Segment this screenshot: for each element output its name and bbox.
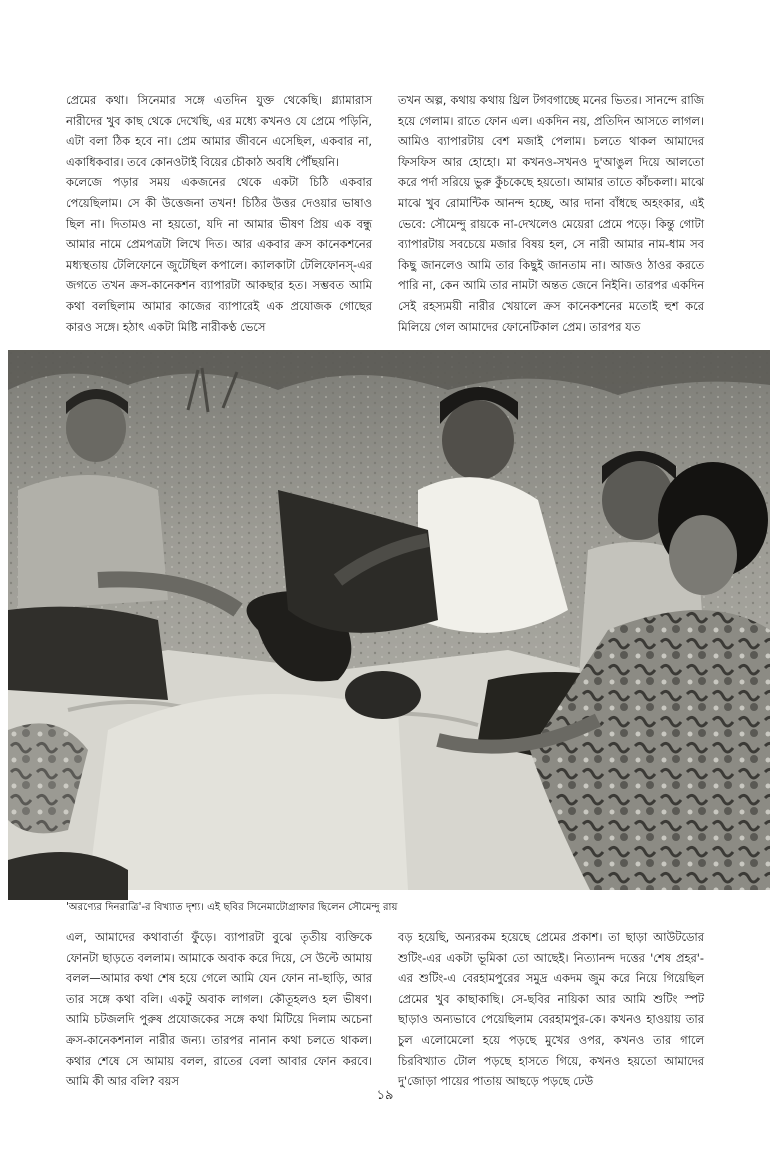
page-number: ১৯ <box>376 1088 394 1103</box>
article-column-top-right: তখন অল্প, কথায় কথায় থ্রিল টগবগাচ্ছে মনের ভিতর। সানন্দে রাজি হয়ে গেলাম। রাতে ফোন এল। একদিন নয়, প্রতিদিন আসতে লাগল। আমিও ব্যাপারটায় বেশ মজাই পেলাম। চলতে থাকল আমাদের ফিসফিস আর হোহো। মা কখনও-সখনও দু'আঙুল দিয়ে আলতো করে পর্দা সরিয়ে ভুরু কুঁচকেছে হয়তো। আমার তাতে কাঁচকলা। মাঝে মাঝে খুব রোমান্টিক আনন্দ হচ্ছে, আর দানা বাঁধছে অহংকার, এই ভেবে: সৌমেন্দু রায়কে না-দেখলেও মেয়েরা প্রেমে পড়ে। কিন্তু গোটা ব্যাপারটায় সবচেয়ে মজার বিষয় হল, সে নারী আমার নাম-ধাম সব কিছু জানলেও আমি তার কিছুই জানতাম না। আজও ঠাওর করতে পারি না, কেন আমি তার নামটা অন্তত জেনে নিইনি। তারপর একদিন সেই রহস্যময়ী নারীর খেয়ালে ক্রস কানেকশনের মতোই হুশ করে মিলিয়ে গেল আমাদের ফোনেটিকাল প্রেম। তারপর যত <box>398 93 704 334</box>
photo-caption: 'অরণ্যের দিনরাত্রি'-র বিখ্যাত দৃশ্য। এই ছবির সিনেমাটোগ্রাফার ছিলেন সৌমেন্দু রায় <box>66 902 398 913</box>
article-column-bottom-left: এল, আমাদের কথাবার্তা ফুঁড়ে। ব্যাপারটা বুঝে তৃতীয় ব্যক্তিকে ফোনটা ছাড়তে বললাম। আমাকে অবাক করে দিয়ে, সে উল্টে আমায় বলল—আমার কথা শেষ হয়ে গেলে আমি যেন ফোন না-ছাড়ি, আর তার সঙ্গে কথা বলি। একটু অবাক লাগল। কৌতূহলও হল ভীষণ। আমি চটজলদি পুরুষ প্রযোজকের সঙ্গে কথা মিটিয়ে দিলাম অচেনা ক্রস-কানেকশনাল নারীর জন্য। তারপর নানান কথা চলতে থাকল। কথার শেষে সে আমায় বলল, রাতের বেলা আবার ফোন করবে। আমি কী আর বলি? বয়স <box>66 930 372 1089</box>
article-column-bottom-right: বড় হয়েছি, অন্যরকম হয়েছে প্রেমের প্রকাশ। তা ছাড়া আউটডোর শুটিং-এর একটা ভূমিকা তো আছেই। নিত্যানন্দ দত্তের 'শেষ প্রহর'-এর শুটিং-এ বেরহামপুরের সমুদ্র একদম জুম করে নিয়ে গিয়েছিল প্রেমের খুব কাছাকাছি। সে-ছবির নায়িকা আর আমি শুটিং স্পট ছাড়াও অন্যভাবে পেয়েছিলাম বেরহামপুর-কে। কখনও হাওয়ায় তার চুল এলোমেলো হয়ে পড়ছে মুখের ওপর, কখনও তার গালে চিরবিখ্যাত টোল পড়ছে হাসতে গিয়ে, কখনও হয়তো আমাদের দু'জোড়া পায়ের পাতায় আছড়ে পড়ছে ঢেউ <box>398 930 704 1089</box>
film-still-photo <box>8 350 770 890</box>
article-column-top-left: প্রেমের কথা। সিনেমার সঙ্গে এতদিন যুক্ত থেকেছি। গ্ল্যামারাস নারীদের খুব কাছ থেকে দেখেছি, এর মধ্যে কখনও যে প্রেমে পড়িনি, এটা বলা ঠিক হবে না। প্রেম আমার জীবনে এসেছিল, একবার না, একাধিকবার। তবে কোনওটাই বিয়ের চৌকাঠ অবধি পৌঁছয়নি। কলেজে পড়ার সময় একজনের থেকে একটা চিঠি একবার পেয়েছিলাম। সে কী উত্তেজনা তখন! চিঠির উত্তর দেওয়ার ভাষাও ছিল না। দিতামও না হয়তো, যদি না আমার ভীষণ প্রিয় এক বন্ধু আমার নামে প্রেমপত্রটা লিখে দিত। আর একবার ক্রস কানেকশনের মধ্যস্থতায় টেলিফোনে জুটেছিল কপালে। ক্যালকাটা টেলিফোনস্-এর জগতে তখন ক্রস-কানেকশন ব্যাপারটা আকছার হত। সম্ভবত আমি কথা বলছিলাম আমার কাজের ব্যাপারেই এক প্রযোজক গোছের কারও সঙ্গে। হঠাৎ একটা মিষ্টি নারীকণ্ঠ ভেসে <box>66 93 372 334</box>
